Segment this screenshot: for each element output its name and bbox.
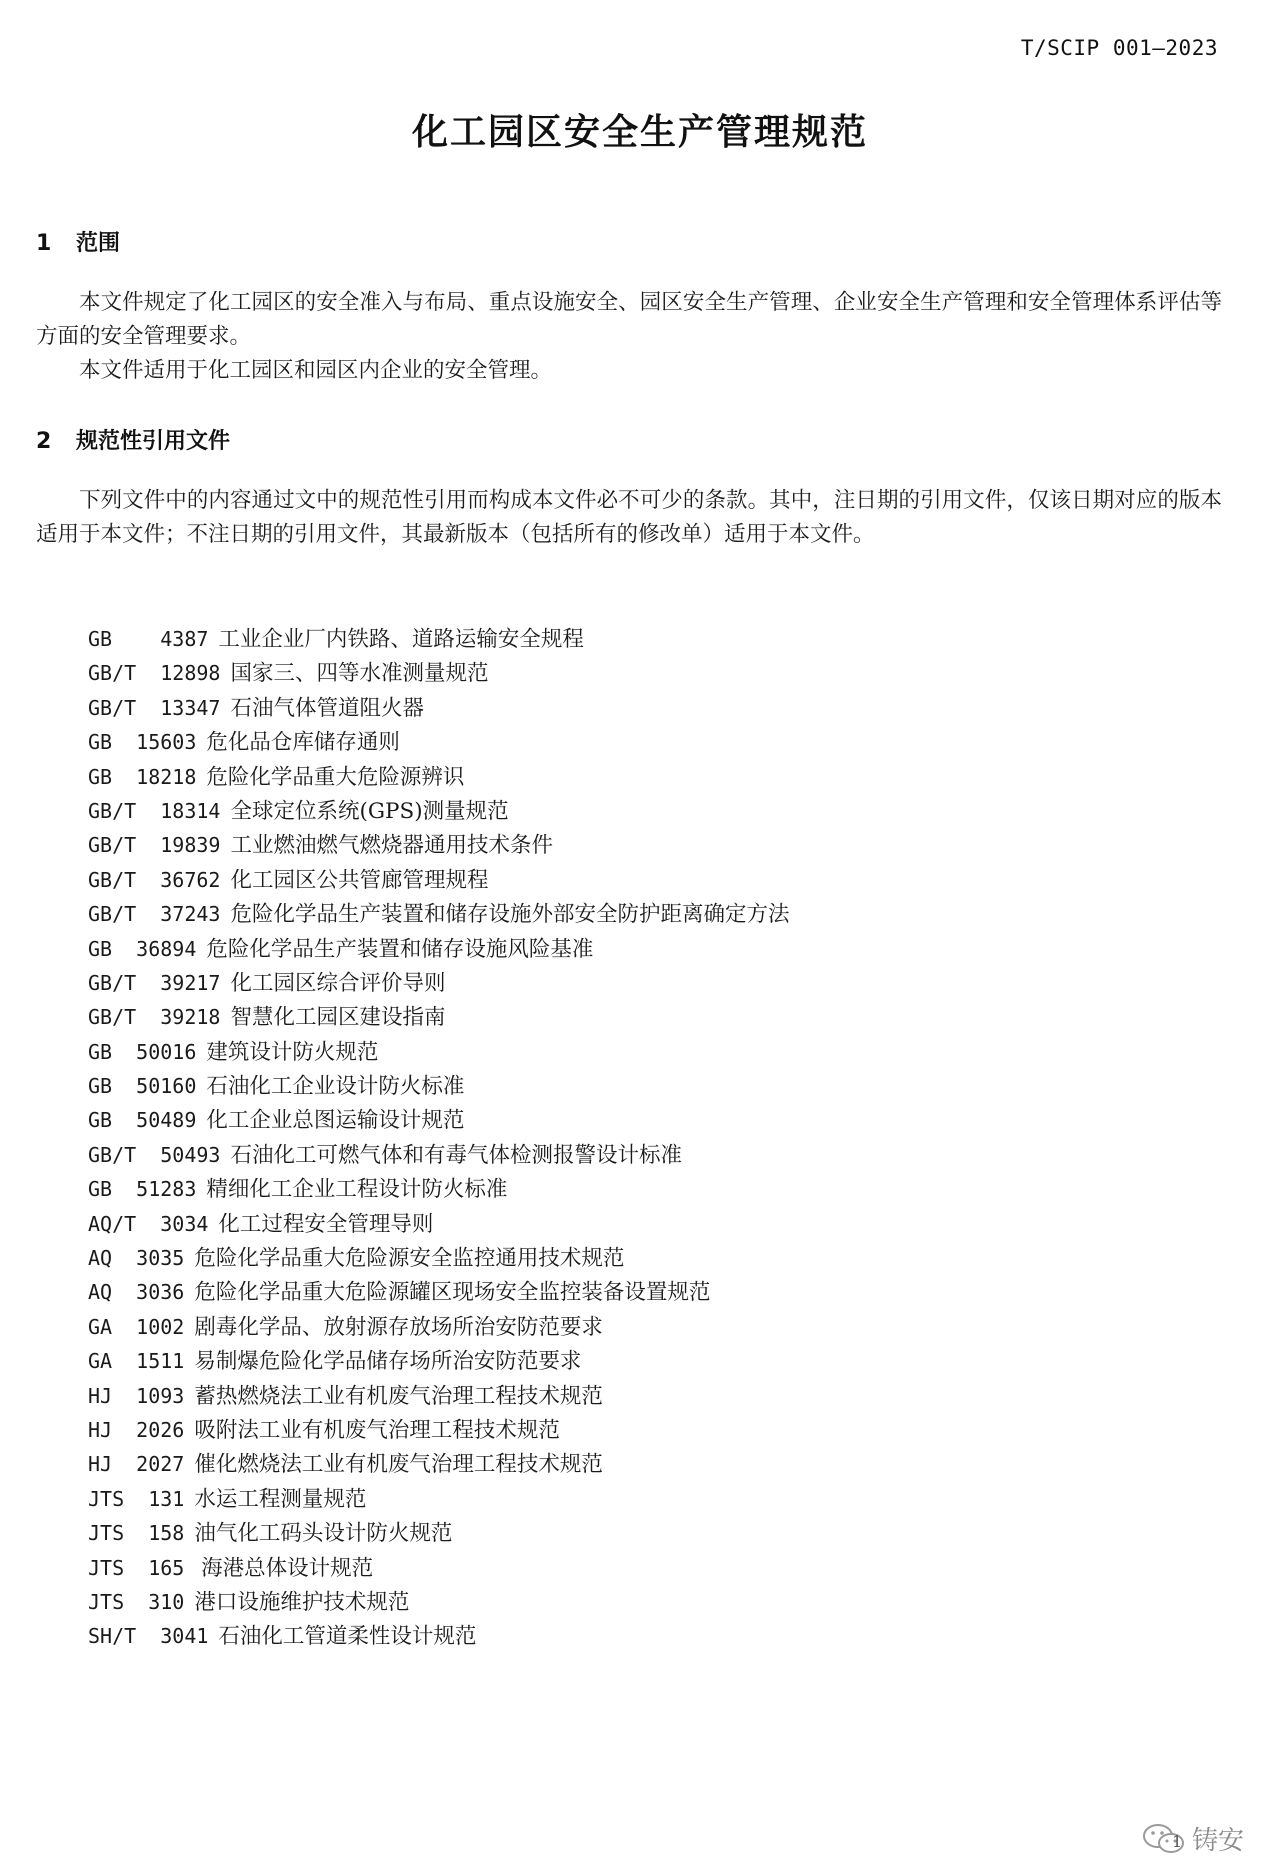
reference-title: 石油化工企业设计防火标准 — [206, 1074, 465, 1100]
reference-code: AQ 3035 — [88, 1246, 185, 1271]
reference-item — [88, 1447, 789, 1481]
reference-item — [88, 863, 789, 897]
reference-code: JTS 158 — [88, 1521, 185, 1546]
reference-code: JTS 310 — [88, 1589, 185, 1614]
reference-item — [88, 656, 789, 690]
paragraph: 本文件适用于化工园区和园区内企业的安全管理。 — [79, 358, 553, 383]
reference-code: HJ 2027 — [88, 1452, 185, 1477]
reference-code: GB 18218 — [88, 764, 197, 789]
reference-code: GB 50489 — [88, 1108, 197, 1133]
reference-code: JTS 131 — [88, 1486, 185, 1511]
paragraph: 下列文件中的内容通过文中的规范性引用而构成本文件必不可少的条款。其中，注日期的引用文件，仅该日期对应的版本适用于本文件；不注日期的引用文件，其最新版本（包括所有的修改单）适用于本文件。 — [36, 488, 1222, 547]
section-2-heading — [36, 424, 230, 455]
reference-title: 化工过程安全管理导则 — [218, 1211, 434, 1237]
reference-title: 智慧化工园区建设指南 — [230, 1005, 446, 1031]
reference-item — [88, 1310, 789, 1344]
reference-item — [88, 1103, 789, 1137]
reference-code: GB/T 13347 — [88, 695, 221, 720]
reference-item — [88, 897, 789, 931]
reference-title: 石油气体管道阻火器 — [230, 695, 424, 721]
reference-item — [88, 828, 789, 862]
reference-code: GB/T 39217 — [88, 970, 221, 995]
reference-code: GB 50016 — [88, 1039, 197, 1064]
reference-title: 化工园区综合评价导则 — [230, 970, 446, 996]
reference-code: GB/T 50493 — [88, 1142, 221, 1167]
reference-title: 危险化学品重大危险源辨识 — [206, 764, 465, 790]
reference-item — [88, 1035, 789, 1069]
reference-title: 催化燃烧法工业有机废气治理工程技术规范 — [194, 1452, 603, 1478]
reference-title: 危化品仓库储存通则 — [206, 730, 400, 756]
reference-item — [88, 932, 789, 966]
reference-item — [88, 1344, 789, 1378]
reference-title: 危险化学品重大危险源罐区现场安全监控装备设置规范 — [194, 1280, 711, 1306]
reference-title: 危险化学品生产装置和储存设施外部安全防护距离确定方法 — [230, 902, 790, 928]
page-number: 1 — [1172, 1832, 1183, 1851]
reference-code: GB/T 39218 — [88, 1005, 221, 1030]
reference-code: GB/T 18314 — [88, 798, 221, 823]
reference-title: 港口设施维护技术规范 — [194, 1589, 410, 1615]
reference-title: 易制爆危险化学品储存场所治安防范要求 — [194, 1349, 582, 1375]
reference-list — [88, 622, 789, 1654]
reference-title: 剧毒化学品、放射源存放场所治安防范要求 — [194, 1314, 603, 1340]
reference-code: HJ 2026 — [88, 1417, 185, 1442]
reference-item — [88, 966, 789, 1000]
reference-item — [88, 1138, 789, 1172]
reference-item — [88, 1379, 789, 1413]
reference-title: 精细化工企业工程设计防火标准 — [206, 1177, 508, 1203]
watermark-text: 铸安 — [1191, 1826, 1244, 1856]
reference-code: GB/T 12898 — [88, 661, 221, 686]
reference-title: 全球定位系统(GPS)测量规范 — [230, 798, 509, 824]
reference-item — [88, 1619, 789, 1653]
section-title: 规范性引用文件 — [76, 429, 231, 454]
reference-title: 化工园区公共管廊管理规程 — [230, 867, 489, 893]
reference-item — [88, 1172, 789, 1206]
reference-item — [88, 1069, 789, 1103]
reference-title: 工业燃油燃气燃烧器通用技术条件 — [230, 833, 553, 859]
section-2-intro — [36, 484, 1222, 552]
reference-code: HJ 1093 — [88, 1383, 185, 1408]
section-1-body — [36, 286, 1222, 388]
reference-item — [88, 1241, 789, 1275]
reference-item — [88, 794, 789, 828]
page-title: 化工园区安全生产管理规范 — [411, 112, 868, 153]
reference-item — [88, 1516, 789, 1550]
reference-item — [88, 1000, 789, 1034]
section-title: 范围 — [76, 231, 121, 256]
reference-title: 建筑设计防火规范 — [206, 1039, 379, 1065]
section-number: 1 — [36, 231, 52, 256]
reference-code: JTS 165 — [88, 1555, 185, 1580]
reference-title: 水运工程测量规范 — [194, 1486, 367, 1512]
reference-item — [88, 1413, 789, 1447]
reference-title: 化工企业总图运输设计规范 — [206, 1108, 465, 1134]
reference-title: 国家三、四等水准测量规范 — [230, 661, 489, 687]
reference-item — [88, 1482, 789, 1516]
reference-code: SH/T 3041 — [88, 1624, 209, 1649]
reference-title: 吸附法工业有机废气治理工程技术规范 — [194, 1417, 560, 1443]
reference-code: GB 15603 — [88, 730, 197, 755]
reference-item — [88, 725, 789, 759]
reference-title: 石油化工管道柔性设计规范 — [218, 1624, 477, 1650]
reference-code: AQ 3036 — [88, 1280, 185, 1305]
reference-code: GB/T 37243 — [88, 902, 221, 927]
reference-title: 蓄热燃烧法工业有机废气治理工程技术规范 — [194, 1383, 603, 1409]
reference-code: GB/T 19839 — [88, 833, 221, 858]
reference-code: AQ/T 3034 — [88, 1211, 209, 1236]
reference-item — [88, 1275, 789, 1309]
reference-item — [88, 760, 789, 794]
reference-title: 工业企业厂内铁路、道路运输安全规程 — [218, 627, 584, 652]
reference-code: GB 51283 — [88, 1177, 197, 1202]
section-number: 2 — [36, 429, 52, 454]
reference-item — [88, 1551, 789, 1585]
reference-title: 海港总体设计规范 — [194, 1555, 374, 1581]
reference-item — [88, 622, 789, 656]
reference-title: 油气化工码头设计防火规范 — [194, 1521, 453, 1547]
watermark — [1142, 1820, 1244, 1857]
reference-item — [88, 1585, 789, 1619]
reference-title: 危险化学品重大危险源安全监控通用技术规范 — [194, 1246, 625, 1272]
reference-item — [88, 691, 789, 725]
reference-code: GB 50160 — [88, 1074, 197, 1099]
paragraph: 本文件规定了化工园区的安全准入与布局、重点设施安全、园区安全生产管理、企业安全生产管理和安全管理体系评估等方面的安全管理要求。 — [36, 290, 1222, 349]
section-1-heading — [36, 226, 120, 257]
reference-item — [88, 1207, 789, 1241]
reference-title: 危险化学品生产装置和储存设施风险基准 — [206, 936, 594, 962]
reference-title: 石油化工可燃气体和有毒气体检测报警设计标准 — [230, 1142, 682, 1168]
reference-code: GB/T 36762 — [88, 867, 221, 892]
reference-code: GA 1002 — [88, 1314, 185, 1339]
reference-code: GB 4387 — [88, 627, 209, 651]
document-id: T/SCIP 001—2023 — [1020, 36, 1218, 60]
reference-code: GB 36894 — [88, 936, 197, 961]
reference-code: GA 1511 — [88, 1349, 185, 1374]
